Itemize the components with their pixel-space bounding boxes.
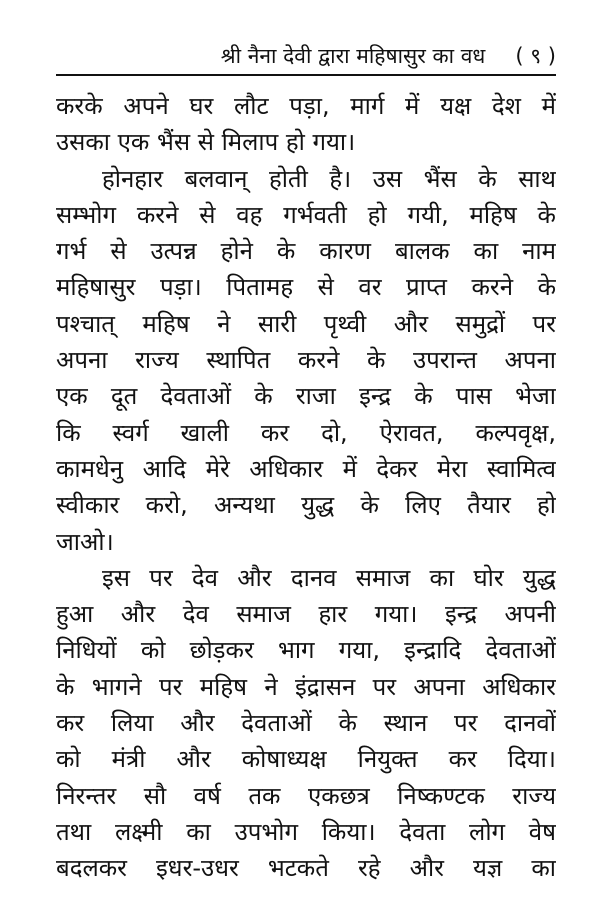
text-line: कर लिया और देवताओं के स्थान पर दानवों bbox=[56, 709, 556, 738]
text-line: के भागने पर महिष ने इंद्रासन पर अपना अधिकार bbox=[56, 672, 556, 701]
page-number: ( ९ ) bbox=[515, 44, 556, 68]
text-line: कि स्वर्ग खाली कर दो, ऐरावत, कल्पवृक्ष, bbox=[56, 418, 556, 447]
text-line: होनहार बलवान् होती है। उस भैंस के साथ bbox=[102, 164, 556, 193]
text-line: अपना राज्य स्थापित करने के उपरान्त अपना bbox=[56, 346, 556, 375]
text-line: उसका एक भैंस से मिलाप हो गया। bbox=[56, 128, 356, 157]
paragraph bbox=[56, 161, 556, 560]
page-header bbox=[56, 40, 556, 76]
text-line: हुआ और देव समाज हार गया। इन्द्र अपनी bbox=[56, 600, 556, 629]
paragraph bbox=[56, 88, 556, 161]
text-line: सम्भोग करने से वह गर्भवती हो गयी, महिष के bbox=[56, 200, 556, 229]
text-line: स्वीकार करो, अन्यथा युद्ध के लिए तैयार हो bbox=[56, 491, 556, 520]
text-line: महिषासुर पड़ा। पितामह से वर प्राप्त करने के bbox=[56, 273, 556, 302]
text-line: कामधेनु आदि मेरे अधिकार में देकर मेरा स्वामित्व bbox=[56, 454, 556, 483]
text-line: इस पर देव और दानव समाज का घोर युद्ध bbox=[102, 563, 556, 592]
paragraph bbox=[56, 560, 556, 887]
text-line: पश्चात् महिष ने सारी पृथ्वी और समुद्रों पर bbox=[56, 309, 556, 338]
text-line: जाओ। bbox=[56, 527, 114, 556]
text-line: को मंत्री और कोषाध्यक्ष नियुक्त कर दिया। bbox=[56, 745, 556, 774]
text-line: बदलकर इधर-उधर भटकते रहे और यज्ञ का bbox=[56, 854, 556, 883]
text-line: करके अपने घर लौट पड़ा, मार्ग में यक्ष देश में bbox=[56, 92, 556, 120]
text-line: तथा लक्ष्मी का उपभोग किया। देवता लोग वेष bbox=[56, 817, 556, 846]
running-title: श्री नैना देवी द्वारा महिषासुर का वध bbox=[220, 44, 486, 68]
page-body bbox=[56, 88, 556, 887]
text-line: निरन्तर सौ वर्ष तक एकछत्र निष्कण्टक राज्य bbox=[56, 781, 556, 810]
text-line: निधियों को छोड़कर भाग गया, इन्द्रादि देवताओं bbox=[56, 636, 556, 665]
text-line: गर्भ से उत्पन्न होने के कारण बालक का नाम bbox=[56, 237, 556, 266]
text-line: एक दूत देवताओं के राजा इन्द्र के पास भेजा bbox=[56, 382, 556, 411]
